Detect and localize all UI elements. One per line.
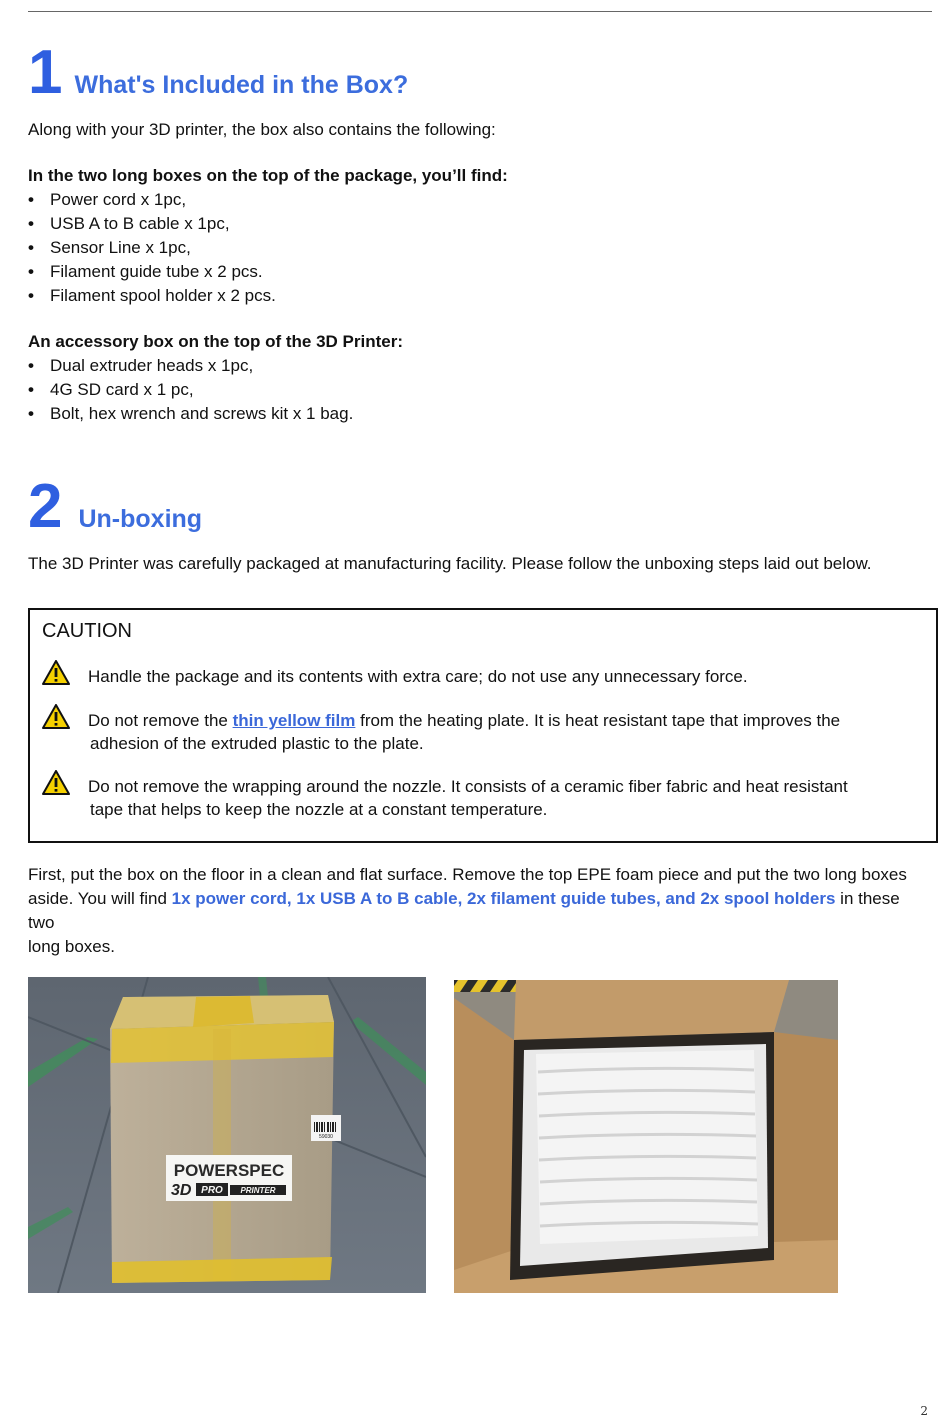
step-line: long boxes. [28, 937, 115, 956]
list-item: • Sensor Line x 1pc, [28, 236, 276, 260]
step-text: aside. You will find [28, 889, 172, 908]
long-boxes-list [28, 188, 276, 308]
list-item: • Filament guide tube x 2 pcs. [28, 260, 276, 284]
caution-text-part: Do not remove the [88, 711, 233, 730]
step-line [28, 887, 928, 935]
caution-text [88, 775, 908, 821]
list-item: • USB A to B cable x 1pc, [28, 212, 276, 236]
brand-3d: 3D [171, 1182, 192, 1199]
step-line: First, put the box on the floor in a clean and flat surface. Remove the top EPE foam piece and put the two long boxes [28, 865, 907, 884]
caution-text-line: Do not remove the wrapping around the nozzle. It consists of a ceramic fiber fabric and heat resistant [88, 777, 848, 796]
section-1-title: What's Included in the Box? [74, 71, 409, 99]
page-number: 2 [920, 1404, 928, 1418]
caution-title: CAUTION [42, 620, 132, 642]
accessory-list [28, 354, 353, 426]
sealed-box-illustration [28, 977, 426, 1293]
thin-yellow-film-link[interactable]: thin yellow film [232, 711, 356, 730]
barcode-number: 59030 [319, 1134, 333, 1140]
caution-box [28, 608, 938, 843]
warning-icon [42, 770, 70, 795]
caution-text-line: adhesion of the extruded plastic to the plate. [90, 734, 424, 753]
caution-text-part: from the heating plate. It is heat resistant tape that improves the [355, 711, 841, 730]
brand-pro: PRO [201, 1185, 223, 1196]
long-boxes-heading: In the two long boxes on the top of the package, you’ll find: [28, 166, 508, 185]
warning-icon [42, 660, 70, 685]
caution-text-line: tape that helps to keep the nozzle at a constant temperature. [90, 800, 548, 819]
caution-text: Handle the package and its contents with extra care; do not use any unnecessary force. [88, 667, 748, 686]
list-item: • Filament spool holder x 2 pcs. [28, 284, 276, 308]
caution-text [88, 709, 908, 755]
list-item: • Bolt, hex wrench and screws kit x 1 bag. [28, 402, 353, 426]
section-2-intro: The 3D Printer was carefully packaged at manufacturing facility. Please follow the unboxing steps laid out below. [28, 554, 872, 573]
section-1-intro: Along with your 3D printer, the box also contains the following: [28, 120, 496, 139]
brand-name: POWERSPEC [173, 1161, 285, 1180]
list-item: • Dual extruder heads x 1pc, [28, 354, 353, 378]
sealed-box-photo [28, 977, 426, 1293]
list-item: • Power cord x 1pc, [28, 188, 276, 212]
top-rule [28, 11, 932, 12]
section-2-number: 2 [28, 472, 63, 541]
warning-icon [42, 704, 70, 729]
accessory-heading: An accessory box on the top of the 3D Printer: [28, 332, 404, 351]
list-item: • 4G SD card x 1 pc, [28, 378, 353, 402]
brand-printer: PRINTER [240, 1186, 276, 1195]
open-box-illustration [454, 980, 838, 1293]
section-2-heading [28, 472, 203, 541]
open-box-photo [454, 980, 838, 1293]
unboxing-step-paragraph [28, 863, 928, 959]
step-text: in these two [28, 889, 900, 932]
section-1-number: 1 [28, 38, 63, 107]
section-2-title: Un-boxing [78, 505, 203, 533]
section-1-heading [28, 38, 409, 107]
step-highlight: 1x power cord, 1x USB A to B cable, 2x filament guide tubes, and 2x spool holders [171, 889, 836, 908]
